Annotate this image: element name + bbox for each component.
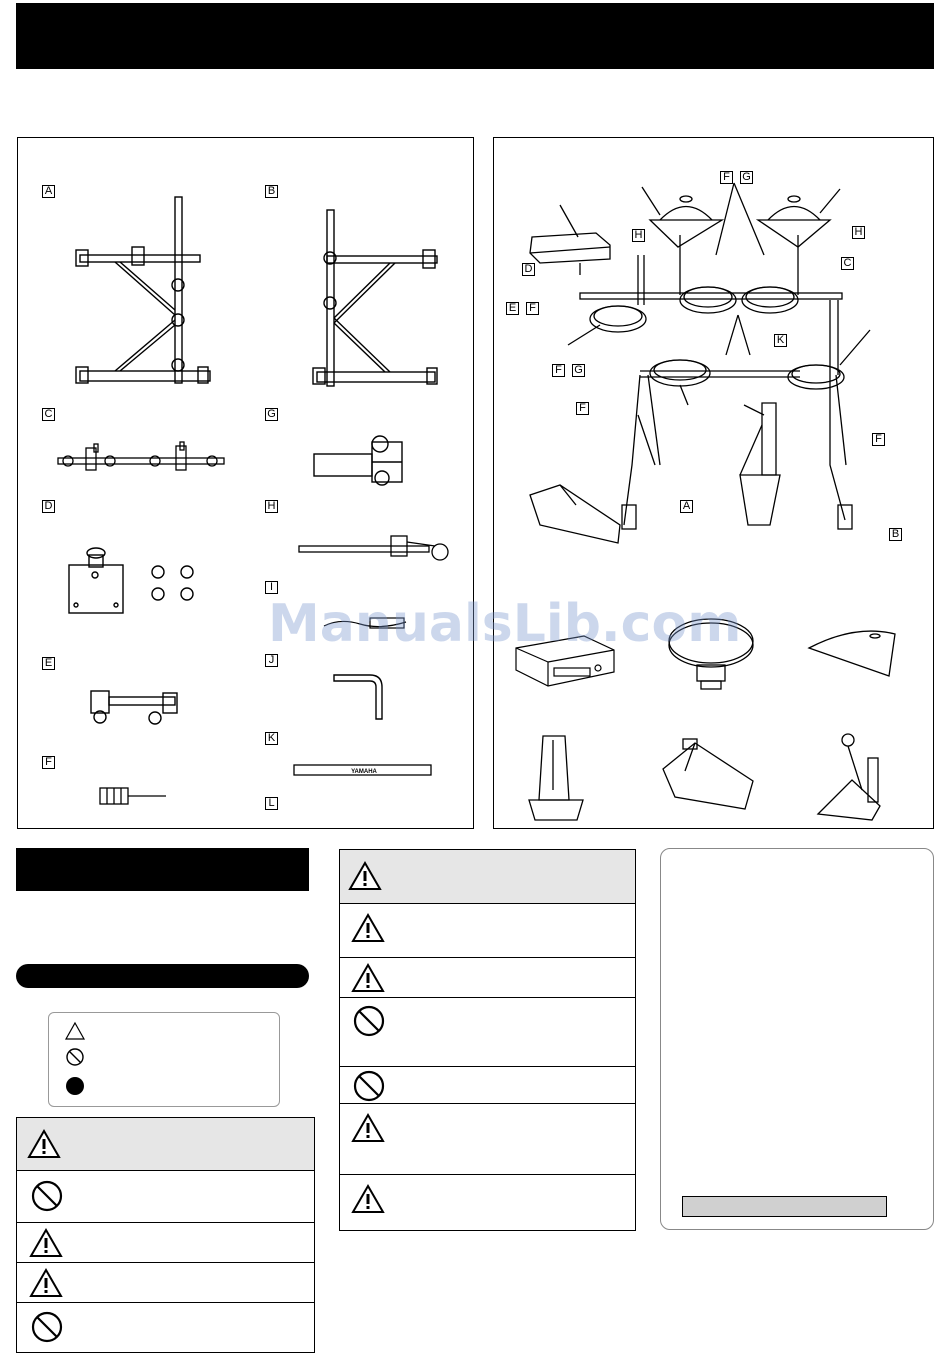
- kick-tower-thumbnail: [525, 730, 587, 825]
- prohibited-icon: [30, 1179, 64, 1213]
- assembled-kit-illustration: [500, 175, 930, 565]
- warning-triangle-icon: [351, 1112, 385, 1144]
- prohibited-icon: [30, 1310, 64, 1344]
- part-tag-f: F: [42, 756, 55, 769]
- kit-tag-k: K: [774, 334, 787, 347]
- kick-pedal-thumbnail: [812, 730, 892, 822]
- header-bar: [16, 3, 934, 69]
- watermark-text: ManualsLib.com: [268, 594, 742, 654]
- part-tag-i: I: [265, 581, 278, 594]
- info-box: [660, 848, 934, 1230]
- middle-warning-table: [339, 849, 636, 1231]
- warning-triangle-icon: [29, 1227, 63, 1259]
- warning-triangle-icon: [29, 1267, 63, 1299]
- left-warning-row: [17, 1170, 314, 1222]
- left-warning-header-row: [17, 1118, 314, 1170]
- kit-tag-f-3: F: [552, 364, 565, 377]
- left-warning-row: [17, 1262, 314, 1302]
- mandatory-dot-icon: [65, 1076, 85, 1096]
- middle-warning-row: [340, 1174, 635, 1231]
- middle-warning-header-row: [340, 850, 635, 903]
- caution-triangle-icon: [64, 1021, 86, 1041]
- info-box-label-bar: [682, 1196, 887, 1217]
- rack-frame-a-illustration: [70, 195, 220, 395]
- warning-triangle-icon: [351, 1183, 385, 1215]
- middle-warning-row: [340, 957, 635, 997]
- kit-tag-c: C: [841, 257, 854, 270]
- middle-warning-row: [340, 1066, 635, 1103]
- kit-tag-b: B: [889, 528, 902, 541]
- part-tag-j: J: [265, 654, 278, 667]
- warning-triangle-icon: [27, 1128, 61, 1160]
- left-warning-table: [16, 1117, 315, 1353]
- kit-tag-f-5: F: [872, 433, 885, 446]
- clamp-e-illustration: [85, 685, 190, 727]
- kit-tag-g: G: [740, 171, 753, 184]
- part-tag-c: C: [42, 408, 55, 421]
- bar-k-logo: YAMAHA: [351, 769, 377, 775]
- rack-frame-b-illustration: [305, 208, 445, 398]
- module-mount-d-illustration: [65, 545, 215, 617]
- part-tag-b: B: [265, 185, 278, 198]
- left-warning-row: [17, 1302, 314, 1353]
- symbols-heading-bar: [16, 964, 309, 988]
- kit-tag-g-2: G: [572, 364, 585, 377]
- prohibited-icon: [352, 1069, 386, 1103]
- clamp-g-illustration: [310, 432, 410, 487]
- part-tag-a: A: [42, 185, 55, 198]
- section-heading-band: [16, 848, 309, 891]
- kit-tag-a: A: [680, 500, 693, 513]
- kit-tag-h-right: H: [852, 226, 865, 239]
- symbol-legend-box: [48, 1012, 280, 1107]
- kit-tag-f: F: [720, 171, 733, 184]
- kit-tag-e: E: [506, 302, 519, 315]
- cymbal-holder-h-illustration: [295, 528, 460, 566]
- part-tag-l: L: [265, 797, 278, 810]
- part-tag-h: H: [265, 500, 278, 513]
- hihat-pedal-thumbnail: [655, 735, 760, 815]
- part-tag-g: G: [265, 408, 278, 421]
- middle-warning-row: [340, 903, 635, 957]
- prohibited-icon: [65, 1047, 85, 1067]
- part-tag-k: K: [265, 732, 278, 745]
- middle-warning-row: [340, 1103, 635, 1174]
- part-tag-d: D: [42, 500, 55, 513]
- screw-f-illustration: [98, 786, 170, 806]
- kit-tag-f-2: F: [526, 302, 539, 315]
- allen-wrench-j-illustration: [330, 673, 390, 723]
- left-warning-row: [17, 1222, 314, 1262]
- kit-tag-h-left: H: [632, 229, 645, 242]
- warning-triangle-icon: [348, 860, 382, 892]
- warning-triangle-icon: [351, 912, 385, 944]
- kit-tag-d: D: [522, 263, 535, 276]
- cymbal-pad-thumbnail: [805, 628, 900, 683]
- kit-tag-f-4: F: [576, 402, 589, 415]
- warning-triangle-icon: [351, 962, 385, 994]
- bar-k-illustration: [292, 762, 434, 778]
- middle-warning-row: [340, 997, 635, 1066]
- part-tag-e: E: [42, 657, 55, 670]
- prohibited-icon: [352, 1004, 386, 1038]
- bar-c-illustration: [50, 440, 230, 476]
